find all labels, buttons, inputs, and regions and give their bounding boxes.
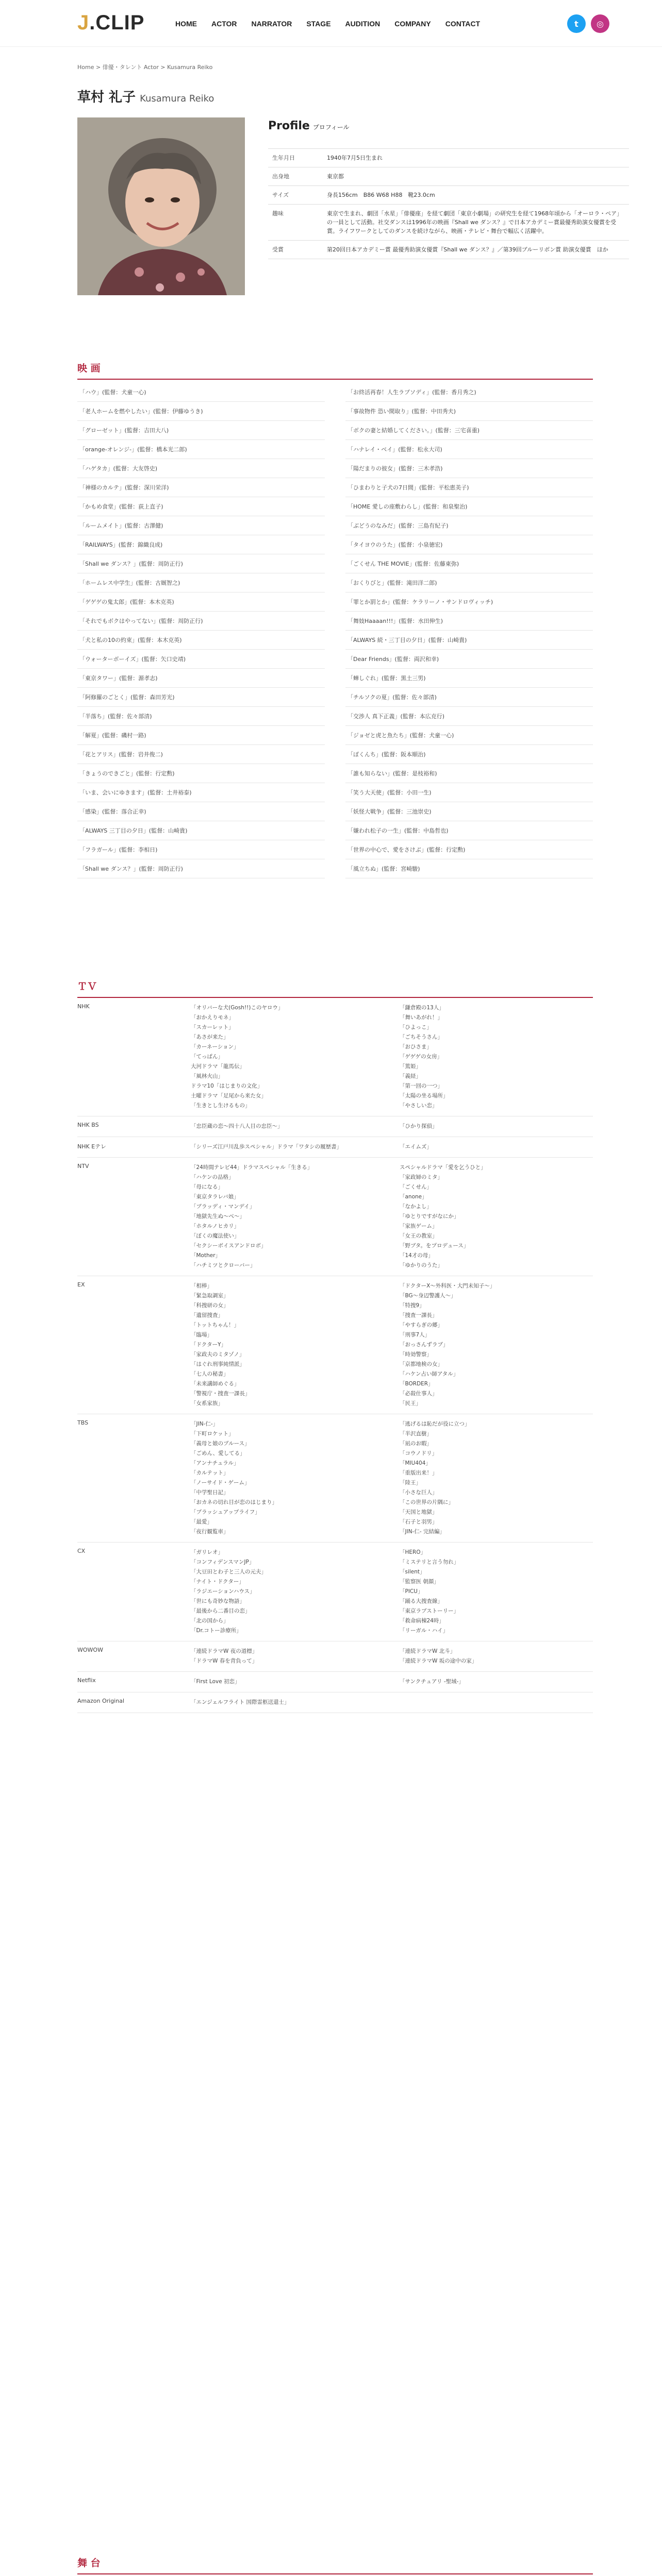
tv-item: 「京都地検の女」: [400, 1361, 443, 1367]
film-item: 「老人ホームを燃やしたい」(監督：伊藤ゆうき): [77, 402, 325, 421]
tv-item: 「ホタルノヒカリ」: [191, 1223, 240, 1229]
instagram-icon[interactable]: ◎: [591, 14, 609, 33]
tv-item: 「東京ラブストーリー」: [400, 1608, 459, 1614]
tv-item: 「ひよっこ」: [400, 1024, 432, 1030]
tv-item: 「陸王」: [400, 1480, 421, 1486]
tv-category: [77, 1276, 593, 1414]
profile-table: [268, 148, 629, 259]
tv-item: 「silent」: [400, 1569, 425, 1575]
profile-row: [268, 149, 629, 167]
tv-item: 「HERO」: [400, 1549, 426, 1555]
tv-item: 「舞いあがれ！」: [400, 1014, 443, 1021]
tv-category: [77, 1414, 593, 1543]
tv-item: 「BG〜身辺警護人〜」: [400, 1293, 456, 1299]
film-item: 「事故物件 恐い間取り」(監督：中田秀夫): [345, 402, 593, 421]
tv-item: 「大豆田とわ子と三人の元夫」: [191, 1569, 267, 1575]
film-item: 「チルソクの夏」(監督：佐々部清): [345, 688, 593, 707]
tv-category: [77, 1641, 593, 1672]
tv-item: 「14才の母」: [400, 1252, 434, 1259]
tv-item: 「Mother」: [191, 1252, 221, 1259]
tv-item: 「トットちゃん！」: [191, 1322, 240, 1328]
tv-item: 「ハケンの品格」: [191, 1174, 234, 1180]
profile-row: [268, 167, 629, 186]
tv-item: 大河ドラマ「龍馬伝」: [191, 1063, 245, 1070]
film-item: 「世界の中心で、愛をさけぶ」(監督：行定勲): [345, 840, 593, 859]
film-item: 「ALWAYS 続・三丁目の夕日」(監督：山崎貴): [345, 631, 593, 650]
tv-item: 「篤姫」: [400, 1063, 421, 1070]
logo-text: .CLIP: [89, 11, 145, 34]
tv-item: 「民王」: [400, 1400, 421, 1406]
tv-item: 「ドクターY」: [191, 1342, 226, 1348]
film-item: 「舞妓Haaaan!!!」(監督：水田伸生): [345, 612, 593, 631]
film-item: 「罪とか罰とか」(監督：ケラリーノ・サンドロヴィッチ): [345, 592, 593, 612]
tv-item: 「太陽の坐る場所」: [400, 1093, 449, 1099]
tv-item: 「エイムズ」: [400, 1144, 432, 1150]
tv-item: 「おひさま」: [400, 1044, 432, 1050]
tv-item: 「家政夫のミタゾノ」: [191, 1351, 245, 1358]
tv-item: 「ごめん、愛してる」: [191, 1450, 245, 1456]
stage-title: 舞 台: [77, 2555, 593, 2574]
film-item: 「ボクの妻と結婚してください。」(監督：三宅喜重): [345, 421, 593, 440]
tv-item: 「地獄先生ぬ〜べ〜」: [191, 1213, 245, 1219]
film-item: 「東京タワー」(監督：源孝志): [77, 669, 325, 688]
tv-item: 「連続ドラマW 坂の途中の家」: [400, 1658, 477, 1664]
tv-item: 「第一回の一つ」: [400, 1083, 443, 1089]
tv-item: 「ゆかりのうた」: [400, 1262, 443, 1268]
film-item: 「ぼくんち」(監督：阪本順治): [345, 745, 593, 764]
tv-category-label: EX: [77, 1281, 85, 1288]
film-item: 「解夏」(監督：磯村一路): [77, 726, 325, 745]
actor-photo: [77, 117, 245, 295]
profile-value: 身長156cm B86 W68 H88 靴23.0cm: [323, 186, 629, 205]
tv-item: 「ごくせん」: [400, 1184, 432, 1190]
profile-key: サイズ: [268, 186, 323, 205]
tv-category-label: NTV: [77, 1163, 89, 1170]
film-item: 「誰も知らない」(監督：是枝裕和): [345, 764, 593, 783]
tv-item: 「監察医 朝顔」: [400, 1579, 439, 1585]
tv-category-label: Amazon Original: [77, 1698, 124, 1704]
logo-j: J: [77, 11, 90, 34]
tv-item: 「カーネーション」: [191, 1044, 239, 1050]
tv-item: 「警視庁・捜査一課長」: [191, 1391, 251, 1397]
tv-category: [77, 1158, 593, 1276]
tv-item: 「特捜9」: [400, 1302, 425, 1309]
tv-title: ＴＶ: [77, 979, 593, 998]
tv-item: 「ガリレオ」: [191, 1549, 223, 1555]
film-item: 「Shall we ダンス？」(監督：周防正行): [77, 859, 325, 878]
tv-category-label: Netflix: [77, 1677, 96, 1684]
tv-item: 「ゲゲゲの女房」: [400, 1054, 443, 1060]
tv-item: 「エンジェルフライト 国際霊柩送還士」: [191, 1699, 290, 1705]
portrait-illustration: [77, 117, 245, 295]
tv-item: 「ドラマW 春を背負って」: [191, 1658, 258, 1664]
film-item: 「Dear Friends」(監督：両沢和幸): [345, 650, 593, 669]
films-list: [77, 383, 593, 878]
film-item: 「ルームメイト」(監督：古澤健): [77, 516, 325, 535]
tv-category-items: [191, 1647, 593, 1666]
tv-category: [77, 1672, 593, 1692]
film-item: 「orange-オレンジ-」(監督：橋本光二郎): [77, 440, 325, 459]
tv-item: 「ぼくの魔法使い」: [191, 1233, 240, 1239]
twitter-icon[interactable]: t: [567, 14, 586, 33]
tv-item: 「踊る大捜査線」: [400, 1598, 443, 1604]
tv-item: 「天国と地獄」: [400, 1509, 438, 1515]
profile-value: 東京都: [323, 167, 629, 186]
film-item: 「犬と私の10の約束」(監督：本木克英): [77, 631, 325, 650]
tv-item: 「MIU404」: [400, 1460, 431, 1466]
tv-item: 「コウノドリ」: [400, 1450, 438, 1456]
tv-item: 「ミステリと言う勿れ」: [400, 1559, 459, 1565]
tv-item: 「未来講師めぐる」: [191, 1381, 240, 1387]
tv-item: スペシャルドラマ「愛を乞うひと」: [400, 1164, 486, 1171]
tv-item: 「相棒」: [191, 1283, 212, 1289]
tv-item: 「てっぱん」: [191, 1054, 223, 1060]
film-item: 「きょうのできごと」(監督：行定勲): [77, 764, 325, 783]
film-item: 「陽だまりの彼女」(監督：三木孝浩): [345, 459, 593, 478]
tv-item: 「はぐれ刑事純情派」: [191, 1361, 245, 1367]
tv-category-items: [191, 1163, 593, 1270]
tv-item: 「anone」: [400, 1194, 427, 1200]
tv-item: 「緊急取調室」: [191, 1293, 229, 1299]
nav-audition[interactable]: AUDITION: [345, 20, 380, 28]
profile-row: [268, 241, 629, 259]
tv-item: 「First Love 初恋」: [191, 1679, 240, 1685]
tv-category-items: [191, 1698, 593, 1707]
tv-item: 「この世界の片隅に」: [400, 1499, 454, 1505]
tv-item: 「重版出来！」: [400, 1470, 438, 1476]
tv-item: 「ハチミツとクローバー」: [191, 1262, 256, 1268]
tv-item: 「石子と羽男」: [400, 1519, 438, 1525]
profile-key: 受賞: [268, 241, 323, 259]
film-item: 「お終活再春！人生ラプソディ」(監督：香月秀之): [345, 383, 593, 402]
tv-item: 「七人の秘書」: [191, 1371, 229, 1377]
film-item: 「グローゼット」(監督：吉田大八): [77, 421, 325, 440]
tv-item: 「女系家族」: [191, 1400, 223, 1406]
tv-category-items: [191, 1142, 593, 1152]
tv-item: 「アンナチュラル」: [191, 1460, 239, 1466]
tv-item: 「リーガル・ハイ」: [400, 1628, 449, 1634]
actor-name-jp: 草村 礼子: [77, 90, 136, 105]
nav-stage[interactable]: STAGE: [306, 20, 331, 28]
social-links: [567, 14, 609, 33]
film-item: 「ALWAYS 三丁目の夕日」(監督：山崎貴): [77, 821, 325, 840]
tv-item: 「生きとし生けるもの」: [191, 1103, 251, 1109]
profile-title-text: Profile: [268, 120, 310, 132]
tv-list: [77, 998, 593, 1713]
tv-item: 「コンフィデンスマンJP」: [191, 1559, 255, 1565]
site-logo[interactable]: [77, 11, 144, 35]
profile-key: 趣味: [268, 205, 323, 241]
tv-category-label: WOWOW: [77, 1647, 103, 1653]
profile-key: 出身地: [268, 167, 323, 186]
tv-item: 「科捜研の女」: [191, 1302, 229, 1309]
profile-row: [268, 205, 629, 241]
film-item: 「ひまわりと子犬の7日間」(監督：平松恵美子): [345, 478, 593, 497]
stage-section: [77, 2555, 593, 2576]
tv-category-items: [191, 1003, 593, 1111]
film-item: 「ごくせん THE MOVIE」(監督：佐藤東弥): [345, 554, 593, 573]
tv-item: 「半沢直樹」: [400, 1431, 432, 1437]
tv-category-items: [191, 1677, 593, 1687]
tv-item: 「家族ゲーム」: [400, 1223, 438, 1229]
tv-item: 「ラジエーションハウス」: [191, 1588, 255, 1595]
profile-value: 第20回日本アカデミー賞 最優秀助演女優賞『Shall we ダンス？』／第39回ブルーリボン賞 助演女優賞 ほか: [323, 241, 629, 259]
tv-section: [77, 979, 593, 1713]
film-item: 「交渉人 真下正義」(監督：本広克行): [345, 707, 593, 726]
film-item: 「笑う大天使」(監督：小田一生): [345, 783, 593, 802]
film-item: 「いま、会いにゆきます」(監督：土井裕泰): [77, 783, 325, 802]
nav-company[interactable]: COMPANY: [394, 20, 431, 28]
tv-item: 「小さな巨人」: [400, 1489, 438, 1496]
tv-item: 「オリバーな犬(Gosh!!)このヤロウ」: [191, 1005, 284, 1011]
tv-item: 「時効警察」: [400, 1351, 432, 1358]
tv-item: ドラマ10「はじまりの文化」: [191, 1083, 263, 1089]
tv-item: 「野ブタ。をプロデュース」: [400, 1243, 469, 1249]
film-item: 「嫌われ松子の一生」(監督：中島哲也): [345, 821, 593, 840]
film-item: 「神様のカルテ」(監督：深川栄洋): [77, 478, 325, 497]
film-item: 「ウォーターボーイズ」(監督：矢口史靖): [77, 650, 325, 669]
film-item: 「タイヨウのうた」(監督：小泉徳宏): [345, 535, 593, 554]
tv-category-label: CX: [77, 1548, 86, 1554]
tv-item: 「義経」: [400, 1073, 421, 1079]
film-item: 「ホームレス中学生」(監督：古厩智之): [77, 573, 325, 592]
tv-item: 「遺留捜査」: [191, 1312, 223, 1318]
tv-item: 「連続ドラマW 北斗」: [400, 1648, 456, 1654]
film-item: 「RAILWAYS」(監督：錦織良成): [77, 535, 325, 554]
tv-category-label: NHK: [77, 1003, 90, 1010]
nav-actor[interactable]: ACTOR: [211, 20, 237, 28]
actor-name: [77, 87, 214, 106]
tv-item: 「PICU」: [400, 1588, 423, 1595]
tv-item: 「JIN-仁- 完結編」: [400, 1529, 445, 1535]
tv-item: 「女王の教室」: [400, 1233, 438, 1239]
tv-item: 「ハケン占い師アタル」: [400, 1371, 459, 1377]
tv-category: [77, 1137, 593, 1158]
tv-item: 「東京タラレバ娘」: [191, 1194, 239, 1200]
tv-item: 「Dr.コトー診療所」: [191, 1628, 242, 1634]
tv-item: 「義母と娘のブルース」: [191, 1440, 250, 1447]
film-item: 「Shall we ダンス？」(監督：周防正行): [77, 554, 325, 573]
film-item: 「蝉しぐれ」(監督：黒土三男): [345, 669, 593, 688]
tv-item: 「24時間テレビ44」ドラマスペシャル「生きる」: [191, 1164, 313, 1171]
film-item: 「ハウ」(監督：犬童一心): [77, 383, 325, 402]
tv-item: 「臨場」: [191, 1332, 212, 1338]
tv-item: 「必殺仕事人」: [400, 1391, 438, 1397]
tv-item: 「BORDER」: [400, 1381, 434, 1387]
tv-item: 「逃げるは恥だが役に立つ」: [400, 1421, 470, 1427]
film-item: 「風立ちぬ」(監督：宮崎駿): [345, 859, 593, 878]
profile-row: [268, 186, 629, 205]
tv-item: 「ブラッシュアップライフ」: [191, 1509, 260, 1515]
tv-category-label: NHK Eテレ: [77, 1143, 106, 1150]
tv-item: 「セクシーボイスアンドロボ」: [191, 1243, 267, 1249]
tv-item: 「サンクチュアリ -聖域-」: [400, 1679, 464, 1685]
tv-item: 「やさしい恋」: [400, 1103, 438, 1109]
tv-item: 「世にも奇妙な物語」: [191, 1598, 245, 1604]
tv-item: 「刑事7人」: [400, 1332, 431, 1338]
tv-item: 「JIN-仁-」: [191, 1421, 219, 1427]
breadcrumb[interactable]: Home > 俳優・タレント Actor > Kusamura Reiko: [77, 64, 213, 71]
tv-item: 「鎌倉殿の13人」: [400, 1005, 444, 1011]
tv-item: 「家政婦のミタ」: [400, 1174, 443, 1180]
main-nav: [175, 20, 480, 28]
tv-item: 「捜査一課長」: [400, 1312, 438, 1318]
nav-contact[interactable]: CONTACT: [445, 20, 481, 28]
tv-item: 「カルテット」: [191, 1470, 229, 1476]
tv-category-items: [191, 1122, 593, 1131]
tv-item: 「スカーレット」: [191, 1024, 234, 1030]
tv-category: [77, 1543, 593, 1641]
tv-item: 「ゆとりですがなにか」: [400, 1213, 459, 1219]
film-item: 「ハゲタカ」(監督：大友啓史): [77, 459, 325, 478]
tv-item: 「おかえりモネ」: [191, 1014, 234, 1021]
tv-item: 「やすらぎの郷」: [400, 1322, 443, 1328]
tv-item: 「ナイト・ドクター」: [191, 1579, 244, 1585]
tv-category-items: [191, 1419, 593, 1537]
profile-subtitle: プロフィール: [312, 124, 350, 131]
profile-value: 東京で生まれ、劇団「水星」「俳優座」を経て劇団「東京小劇場」の研究生を経て1968年頃から「オーロラ・ペア」の一員として活動。社交ダンスは1996年の映画『Shall we ダンス？』で日本アカデミー賞最優秀助演女優賞を受賞。ライフワークとしてのダンスを続けながら、映画・テレビ・舞台で幅広く活躍中。: [323, 205, 629, 241]
tv-item: 土曜ドラマ「足尾から来た女」: [191, 1093, 267, 1099]
tv-item: 「ごちそうさん」: [400, 1034, 443, 1040]
profile-value: 1940年7月5日生まれ: [323, 149, 629, 167]
film-item: 「かもめ食堂」(監督：荻上直子): [77, 497, 325, 516]
tv-category-label: NHK BS: [77, 1122, 99, 1128]
film-item: 「感染」(監督：落合正幸): [77, 802, 325, 821]
tv-item: 「母になる」: [191, 1184, 223, 1190]
tv-category-label: TBS: [77, 1419, 89, 1426]
film-item: 「花とアリス」(監督：岩井俊二): [77, 745, 325, 764]
tv-item: 「中学聖日記」: [191, 1489, 229, 1496]
tv-item: 「風林火山」: [191, 1073, 223, 1079]
film-item: 「阿修羅のごとく」(監督：森田芳光): [77, 688, 325, 707]
film-item: 「妖怪大戦争」(監督：三池崇史): [345, 802, 593, 821]
film-item: 「ハナレイ・ベイ」(監督：松永大司): [345, 440, 593, 459]
tv-item: 「忠臣蔵の恋〜四十八人目の忠臣〜」: [191, 1123, 283, 1129]
tv-item: 「最愛」: [191, 1519, 212, 1525]
tv-item: 「あさが来た」: [191, 1034, 229, 1040]
tv-item: 「ドクターX〜外科医・大門未知子〜」: [400, 1283, 495, 1289]
tv-item: 「ひかり探偵」: [400, 1123, 438, 1129]
tv-item: 「夜行観覧車」: [191, 1529, 229, 1535]
profile-key: 生年月日: [268, 149, 323, 167]
film-item: 「半落ち」(監督：佐々部清): [77, 707, 325, 726]
nav-narrator[interactable]: NARRATOR: [251, 20, 292, 28]
films-section: [77, 361, 593, 878]
tv-item: 「連続ドラマW 夜の道標」: [191, 1648, 258, 1654]
tv-category-items: [191, 1281, 593, 1409]
tv-item: 「おっさんずラブ」: [400, 1342, 449, 1348]
actor-name-roman: Kusamura Reiko: [140, 93, 214, 104]
tv-item: 「最後から二番目の恋」: [191, 1608, 251, 1614]
film-item: 「フラガール」(監督：李相日): [77, 840, 325, 859]
film-item: 「ゲゲゲの鬼太郎」(監督：本木克英): [77, 592, 325, 612]
tv-item: 「凪のお暇」: [400, 1440, 432, 1447]
film-item: 「それでもボクはやってない」(監督：周防正行): [77, 612, 325, 631]
film-item: 「HOME 愛しの座敷わらし」(監督：和泉聖治): [345, 497, 593, 516]
tv-item: 「北の国から」: [191, 1618, 229, 1624]
tv-item: 「シリーズ江戸川乱歩スペシャル」ドラマ「ワタシの履歴書」: [191, 1144, 342, 1150]
tv-category: [77, 1692, 593, 1713]
tv-item: 「下町ロケット」: [191, 1431, 234, 1437]
film-item: 「ジョゼと虎と魚たち」(監督：犬童一心): [345, 726, 593, 745]
film-item: 「おくりびと」(監督：滝田洋二郎): [345, 573, 593, 592]
nav-home[interactable]: HOME: [175, 20, 197, 28]
tv-category: [77, 998, 593, 1116]
tv-item: 「ノーサイド・ゲーム」: [191, 1480, 250, 1486]
tv-category: [77, 1116, 593, 1137]
film-item: 「ぶどうのなみだ」(監督：三島有紀子): [345, 516, 593, 535]
tv-category-items: [191, 1548, 593, 1636]
films-title: 映 画: [77, 361, 593, 380]
tv-item: 「救命病棟24時」: [400, 1618, 444, 1624]
tv-item: 「おカネの切れ目が恋のはじまり」: [191, 1499, 277, 1505]
profile-title: [268, 120, 350, 132]
site-header: [0, 0, 662, 47]
tv-item: 「なかよし」: [400, 1204, 432, 1210]
tv-item: 「ブラッディ・マンデイ」: [191, 1204, 255, 1210]
